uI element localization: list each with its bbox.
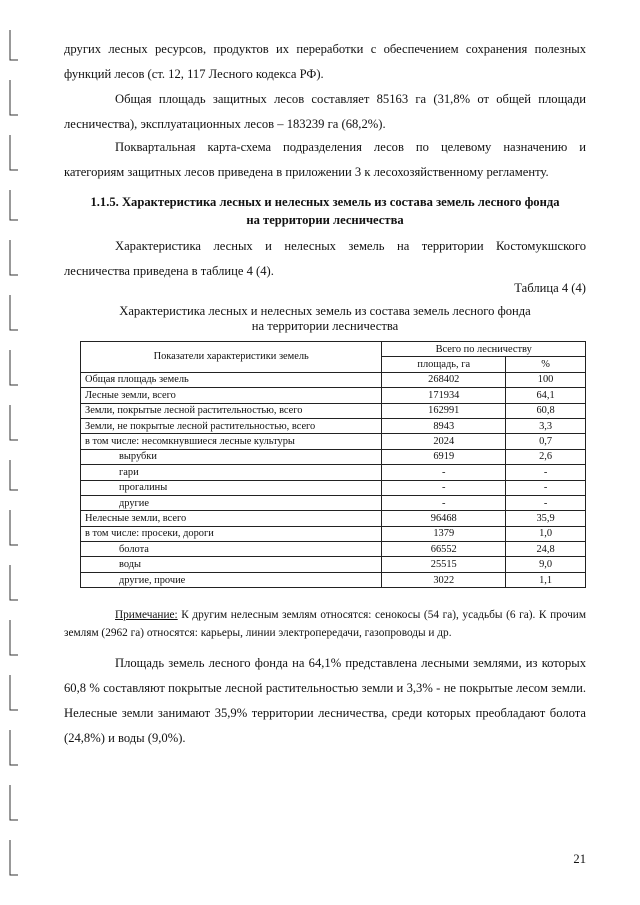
row-area: 1379: [382, 526, 506, 541]
row-area: 268402: [382, 372, 506, 387]
binding-margin-marks: [8, 20, 22, 880]
row-label: в том числе: просеки, дороги: [81, 526, 382, 541]
row-pct: 9,0: [506, 557, 586, 572]
table-row: [81, 542, 586, 557]
table-row: [81, 465, 586, 480]
row-area: 171934: [382, 388, 506, 403]
row-area: 96468: [382, 511, 506, 526]
row-pct: 1,0: [506, 526, 586, 541]
table-row: [81, 372, 586, 387]
section-heading-line1: 1.1.5. Характеристика лесных и нелесных земель из состава земель лесного фонда: [90, 195, 560, 209]
table-row: [81, 403, 586, 418]
row-pct: 35,9: [506, 511, 586, 526]
paragraph-forest-resources: других лесных ресурсов, продуктов их переработки с обеспечением сохранения полезных функций лесов (ст. 12, 117 Лесного кодекса РФ).: [64, 42, 586, 81]
row-label: Земли, не покрытые лесной растительностью, всего: [81, 418, 382, 433]
row-pct: 100: [506, 372, 586, 387]
page-number: 21: [573, 852, 586, 866]
table-title: [64, 304, 586, 334]
row-label: Земли, покрытые лесной растительностью, всего: [81, 403, 382, 418]
row-area: 3022: [382, 572, 506, 587]
table-row: [81, 495, 586, 510]
row-label: гари: [81, 465, 382, 480]
row-area: -: [382, 495, 506, 510]
table-row: [81, 449, 586, 464]
row-area: -: [382, 465, 506, 480]
header-indicator: Показатели характеристики земель: [81, 342, 382, 373]
table-row: [81, 572, 586, 587]
table-row: [81, 557, 586, 572]
table-note: [64, 606, 586, 642]
row-pct: 64,1: [506, 388, 586, 403]
paragraph-table-reference: Характеристика лесных и нелесных земель на территории Костомукшского лесничества приведена в таблице 4 (4).: [64, 239, 586, 278]
row-pct: 2,6: [506, 449, 586, 464]
land-characteristics-table: [80, 341, 586, 588]
row-pct: 24,8: [506, 542, 586, 557]
row-area: 6919: [382, 449, 506, 464]
row-area: 2024: [382, 434, 506, 449]
row-pct: 1,1: [506, 572, 586, 587]
header-area: площадь, га: [382, 357, 506, 372]
row-label: Нелесные земли, всего: [81, 511, 382, 526]
row-pct: -: [506, 480, 586, 495]
row-label: другие, прочие: [81, 572, 382, 587]
row-pct: -: [506, 465, 586, 480]
note-label: Примечание:: [115, 609, 178, 621]
paragraph-summary: Площадь земель лесного фонда на 64,1% представлена лесными землями, из которых 60,8 % составляют покрытые лесной растительностью земли и 3,3% - не покрытые лесом земли. Нелесные земли занимают 35,9% территории лесничества, среди которых преобладают болота (24,8%) и воды (9,0%).: [64, 656, 586, 745]
row-label: вырубки: [81, 449, 382, 464]
paragraph-map-scheme: Поквартальная карта-схема подразделения лесов по целевому назначению и категориям защитных лесов приведена в приложении 3 к лесохозяйственному регламенту.: [64, 140, 586, 179]
row-area: 25515: [382, 557, 506, 572]
row-area: 66552: [382, 542, 506, 557]
row-pct: -: [506, 495, 586, 510]
header-pct: %: [506, 357, 586, 372]
table-title-line2: на территории лесничества: [251, 319, 399, 333]
header-total: Всего по лесничеству: [382, 342, 586, 357]
section-heading-line2: на территории лесничества: [246, 213, 404, 227]
table-number: Таблица 4 (4): [514, 281, 586, 295]
section-heading: [64, 193, 586, 229]
row-label: в том числе: несомкнувшиеся лесные культуры: [81, 434, 382, 449]
table-row: [81, 511, 586, 526]
note-text: К другим нелесным землям относятся: сенокосы (54 га), усадьбы (6 га). К прочим землям (2962 га) относятся: карьеры, линии электропередачи, газопроводы и др.: [64, 609, 586, 639]
row-label: болота: [81, 542, 382, 557]
table-row: [81, 388, 586, 403]
row-label: прогалины: [81, 480, 382, 495]
table-title-line1: Характеристика лесных и нелесных земель из состава земель лесного фонда: [119, 304, 531, 318]
row-label: Лесные земли, всего: [81, 388, 382, 403]
paragraph-protective-forests: Общая площадь защитных лесов составляет 85163 га (31,8% от общей площади лесничества), эксплуатационных лесов – 183239 га (68,2%).: [64, 92, 586, 131]
row-pct: 3,3: [506, 418, 586, 433]
row-area: -: [382, 480, 506, 495]
table-row: [81, 418, 586, 433]
table-row: [81, 434, 586, 449]
table-row: [81, 526, 586, 541]
row-pct: 0,7: [506, 434, 586, 449]
row-label: другие: [81, 495, 382, 510]
row-area: 162991: [382, 403, 506, 418]
row-pct: 60,8: [506, 403, 586, 418]
row-label: воды: [81, 557, 382, 572]
table-row: [81, 480, 586, 495]
row-label: Общая площадь земель: [81, 372, 382, 387]
row-area: 8943: [382, 418, 506, 433]
